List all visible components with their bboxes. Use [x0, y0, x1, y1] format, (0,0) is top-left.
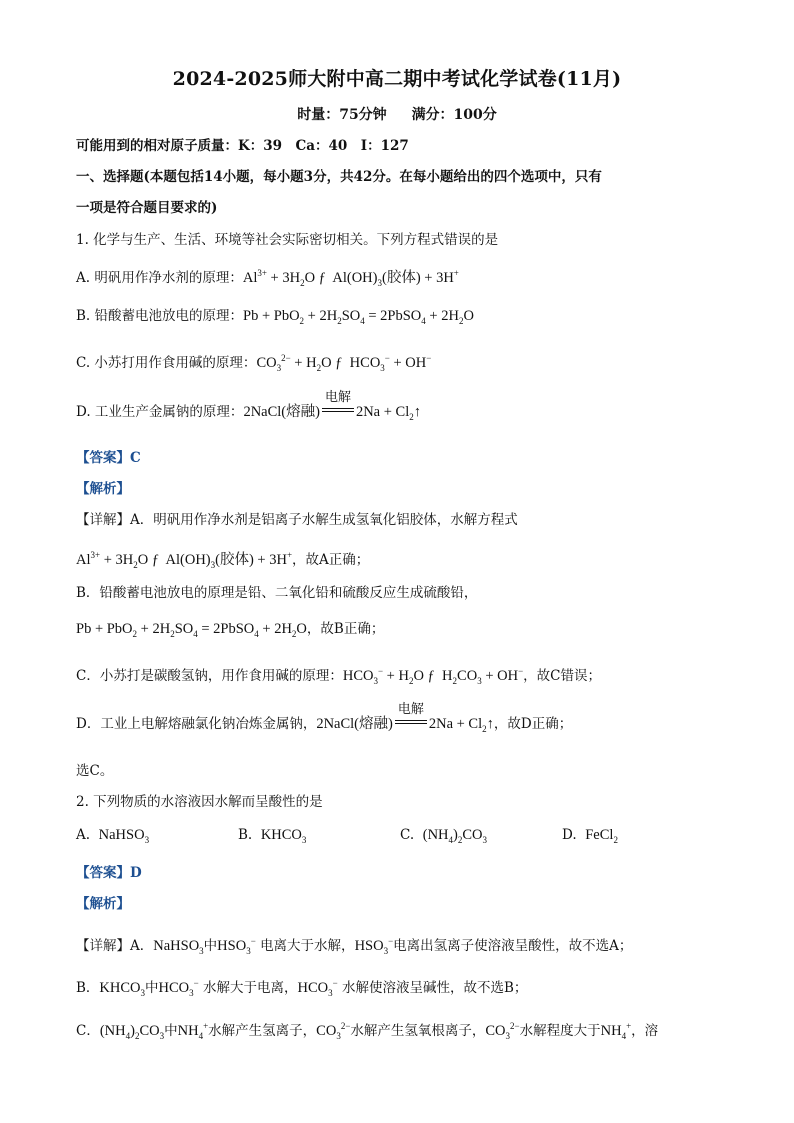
equation: $Al^{3+} + 3H_2O$ ƒ $Al(OH)_3$(胶体) + 3H+	[76, 550, 293, 570]
question-1-option-c: C. 小苏打用作食用碱的原理：$CO_3^{2-} + H_2O$ ƒ $HCO_3^- + OH^-$	[76, 353, 432, 373]
atomic-mass-line: 可能用到的相对原子质量：K：39 Ca：40 I：127	[76, 138, 409, 154]
question-2-answer: 【答案】D	[76, 865, 142, 881]
equation: $HCO_3^- + H_2O$ ƒ $H_2CO_3 + OH^-$	[342, 666, 524, 686]
section-heading-line1: 一、选择题(本题包括14小题，每小题3分，共42分。在每小题给出的四个选项中，只有	[76, 169, 602, 185]
question-2-detail-a: 【详解】A．NaHSO$_3$中$HSO_3^-$ 电离大于水解，$HSO_3^-$电离出氢离子使溶液呈酸性，故不选A；	[76, 936, 633, 956]
question-1-answer: 【答案】C	[76, 450, 141, 466]
section-heading-line2: 一项是符合题目要求的)	[76, 200, 218, 216]
question-1-stem: 1. 化学与生产、生活、环境等社会实际密切相关。下列方程式错误的是	[76, 232, 499, 248]
equation: 2NaCl(熔融) 电解 $2Na + Cl_2↑$	[243, 389, 421, 422]
question-2-option-d: D. FeCl$_2$	[562, 827, 618, 845]
question-2-options	[76, 827, 716, 847]
question-2-stem: 2. 下列物质的水溶液因水解而呈酸性的是	[76, 794, 323, 810]
page-title: 2024-2025师大附中高二期中考试化学试卷(11月)	[172, 68, 622, 90]
question-1-detail-b: B．铅酸蓄电池放电的原理是铅、二氧化铅和硫酸反应生成硫酸铅，	[76, 585, 478, 601]
question-1-option-b: B. 铅酸蓄电池放电的原理：$Pb + PbO_2 + 2H_2SO_4$ = 2PbSO$_4$ + $2H_2O$	[76, 308, 474, 326]
question-2-option-b: B. $KHCO_3$	[238, 827, 307, 845]
question-1-option-a: A. 明矾用作净水剂的原理：$Al^{3+} + 3H_2O$ ƒ $Al(OH)_3$(胶体) + 3H+	[76, 268, 459, 288]
question-2-detail-b: B．$KHCO_3$中$HCO_3^-$ 水解大于电离，$HCO_3^-$ 水解使溶液呈碱性，故不选B；	[76, 978, 528, 998]
exam-info	[0, 104, 794, 124]
question-2-analysis-label: 【解析】	[76, 896, 130, 912]
question-1-detail-a: 【详解】A．明矾用作净水剂是铝离子水解生成氢氧化铝胶体，水解方程式	[76, 512, 518, 528]
question-1-option-d: D. 工业生产金属钠的原理：2NaCl(熔融) 电解 $2Na + Cl_2↑$	[76, 389, 421, 422]
question-2-option-a: A. NaHSO$_3$	[76, 827, 150, 845]
question-2-detail-c: C．$(NH_4)_2CO_3$中$NH_4^+$水解产生氢离子，$CO_3^{2-}$水解产生氢氧根离子，$CO_3^{2-}$水解程度大于$NH_4^+$，溶	[76, 1021, 659, 1041]
exam-score: 满分：100分	[411, 107, 497, 123]
equation: $Al^{3+} + 3H_2O$ ƒ $Al(OH)_3$(胶体) + 3H+	[242, 268, 459, 288]
question-1-choice: 选C。	[76, 763, 114, 779]
question-2-option-c: C. $(NH_4)_2CO_3$	[400, 827, 488, 845]
question-1-detail-b-equation: $Pb + PbO_2 + 2H_2SO_4$ = 2PbSO$_4$ + $2H_2O$，故B正确；	[76, 621, 385, 639]
electrolysis-arrow: 电解	[322, 401, 354, 417]
question-1-detail-c: C．小苏打是碳酸氢钠，用作食用碱的原理：$HCO_3^- + H_2O$ ƒ $H_2CO_3 + OH^-$，故C错误；	[76, 666, 601, 686]
question-1-detail-d: D．工业上电解熔融氯化钠冶炼金属钠，2NaCl(熔融) 电解 $2Na + Cl_2↑$，故D正确；	[76, 701, 573, 734]
equation: $CO_3^{2-} + H_2O$ ƒ $HCO_3^- + OH^-$	[256, 353, 432, 373]
equation: 2NaCl(熔融) 电解 $2Na + Cl_2↑$	[316, 701, 494, 734]
exam-time: 时量：75分钟	[297, 107, 387, 123]
equation: $Pb + PbO_2 + 2H_2SO_4$ = 2PbSO$_4$ + $2H_2O$	[243, 308, 474, 326]
question-1-detail-a-equation: $Al^{3+} + 3H_2O$ ƒ $Al(OH)_3$(胶体) + 3H+，故A正确；	[76, 550, 370, 570]
electrolysis-arrow: 电解	[395, 713, 427, 729]
equation: $Pb + PbO_2 + 2H_2SO_4$ = 2PbSO$_4$ + $2H_2O$	[76, 621, 307, 639]
question-1-analysis-label: 【解析】	[76, 481, 130, 497]
